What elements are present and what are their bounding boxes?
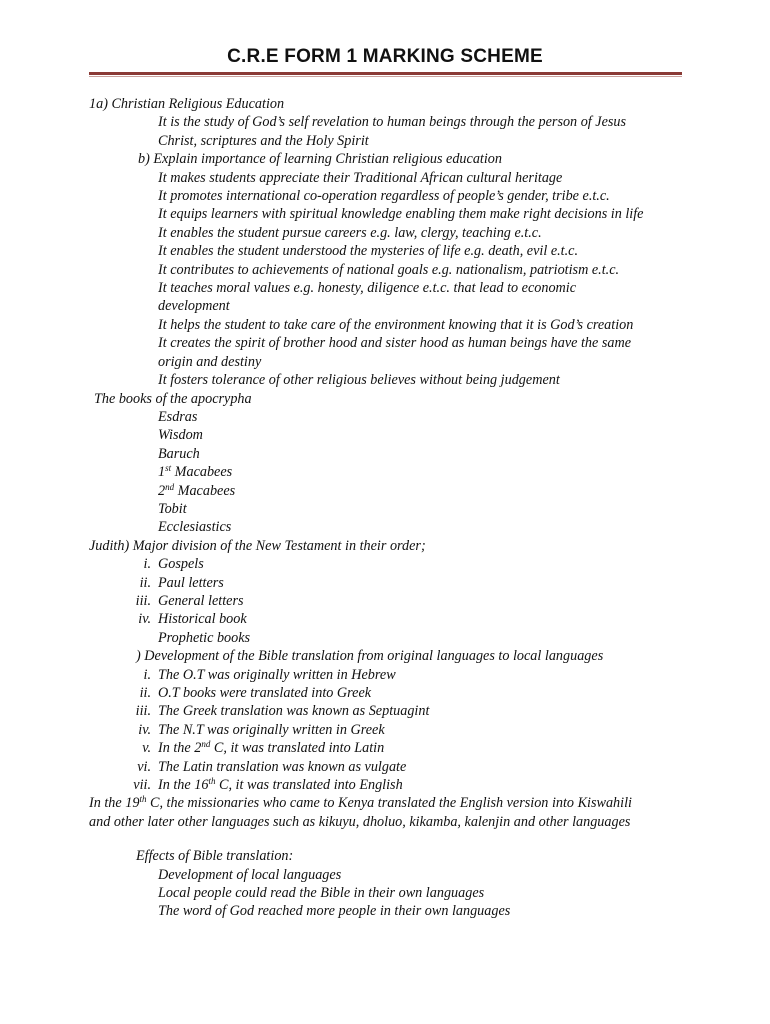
- list-item: • Local people could read the Bible in their own languages: [0, 884, 770, 902]
- nt-heading: Judith) Major division of the New Testament in their order;: [89, 537, 426, 554]
- list-item-continuation: Christ, scriptures and the Holy Spirit: [158, 132, 369, 149]
- list-item-continuation: development: [158, 298, 230, 315]
- translation-heading: ) Development of the Bible translation from original languages to local languages: [136, 648, 604, 665]
- list-item: • The word of God reached more people in their own languages: [0, 902, 770, 920]
- numbered-item: i. The O.T was originally written in Hebrew: [143, 666, 396, 683]
- list-item: • Wisdom: [0, 426, 770, 444]
- numbered-item: iii. The Greek translation was known as Septuagint: [135, 703, 430, 720]
- list-item: • It contributes to achievements of national goals e.g. nationalism, patriotism e.t.c.: [0, 261, 770, 279]
- list-item: • It teaches moral values e.g. honesty, diligence e.t.c. that lead to economic: [0, 279, 770, 297]
- numbered-item: vi. The Latin translation was known as vulgate: [137, 758, 407, 775]
- effects-heading: Effects of Bible translation:: [136, 848, 294, 865]
- page-title: C.R.E FORM 1 MARKING SCHEME: [227, 46, 543, 67]
- apocrypha-heading: The books of the apocrypha: [94, 390, 252, 407]
- list-item: • Esdras: [0, 408, 770, 426]
- list-item: • Tobit: [0, 500, 770, 518]
- list-item: • It enables the student understood the mysteries of life e.g. death, evil e.t.c.: [0, 242, 770, 260]
- kenya-paragraph-line: In the 19th C, the missionaries who came to Kenya translated the English version into Kiswahili: [89, 794, 632, 812]
- numbered-item: i. Gospels: [143, 556, 204, 573]
- list-item: • It fosters tolerance of other religious believes without being judgement: [0, 371, 770, 389]
- list-item: • 2nd Macabees: [0, 482, 770, 500]
- list-item-continuation: origin and destiny: [158, 353, 262, 370]
- numbered-item: iv. The N.T was originally written in Greek: [138, 721, 385, 738]
- title-rule: [89, 72, 682, 75]
- marking-scheme-body: [0, 95, 770, 921]
- list-item: • Ecclesiastics: [0, 518, 770, 536]
- list-item: • It makes students appreciate their Traditional African cultural heritage: [0, 169, 770, 187]
- q1b-heading: b) Explain importance of learning Christian religious education: [138, 151, 502, 168]
- list-item: • 1st Macabees: [0, 463, 770, 481]
- numbered-item: iii. General letters: [135, 592, 244, 609]
- list-item: • Development of local languages: [0, 866, 770, 884]
- numbered-item: ii. O.T books were translated into Greek: [139, 685, 372, 701]
- numbered-item: vii. In the 16th C, it was translated into English: [133, 776, 403, 794]
- list-item: • It enables the student pursue careers e.g. law, clergy, teaching e.t.c.: [0, 224, 770, 242]
- q1a-heading: 1a) Christian Religious Education: [89, 96, 285, 112]
- title-rule-thin: [89, 76, 682, 77]
- list-item: • It helps the student to take care of the environment knowing that it is God’s creation: [0, 316, 770, 334]
- list-item: • It is the study of God’s self revelation to human beings through the person of Jesus: [0, 113, 770, 131]
- list-item: • Baruch: [0, 445, 770, 463]
- numbered-item: iv. Historical book: [138, 611, 247, 628]
- list-item: • Prophetic books: [0, 629, 770, 647]
- numbered-item: v. In the 2nd C, it was translated into Latin: [142, 739, 385, 757]
- list-item: • It promotes international co-operation regardless of people’s gender, tribe e.t.c.: [0, 187, 770, 205]
- kenya-paragraph-line: and other later other languages such as kikuyu, dholuo, kikamba, kalenjin and other languages: [89, 813, 631, 830]
- numbered-item: ii. Paul letters: [139, 574, 224, 591]
- list-item: • It creates the spirit of brother hood and sister hood as human beings have the same: [0, 334, 770, 352]
- list-item: • It equips learners with spiritual knowledge enabling them make right decisions in life: [0, 205, 770, 223]
